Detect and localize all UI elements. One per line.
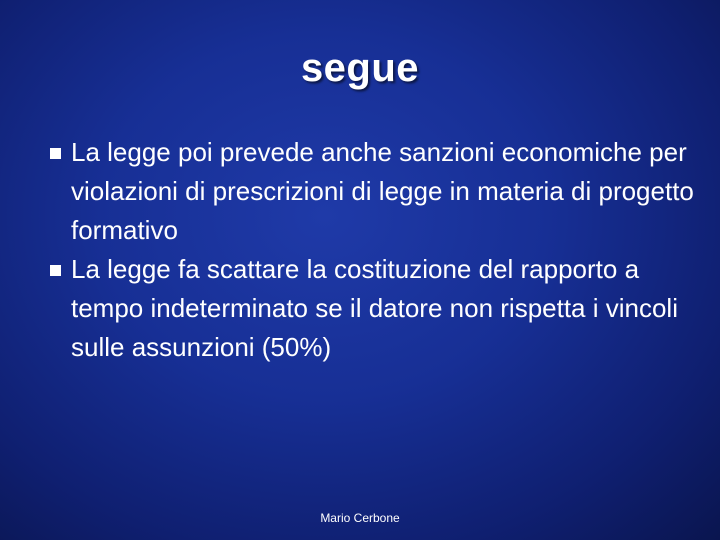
slide-title: segue [300, 46, 420, 90]
square-bullet-icon [50, 265, 61, 276]
bullet-list [50, 133, 700, 367]
slide-footer: Mario Cerbone [320, 511, 400, 525]
bullet-text: La legge poi prevede anche sanzioni economiche per violazioni di prescrizioni di legge in materia di progetto formativo [71, 137, 694, 245]
bullet-text: La legge fa scattare la costituzione del rapporto a tempo indeterminato se il datore non rispetta i vincoli sulle assunzioni (50%) [71, 254, 678, 362]
square-bullet-icon [50, 148, 61, 159]
bullet-item [50, 133, 700, 250]
bullet-item [50, 250, 700, 367]
